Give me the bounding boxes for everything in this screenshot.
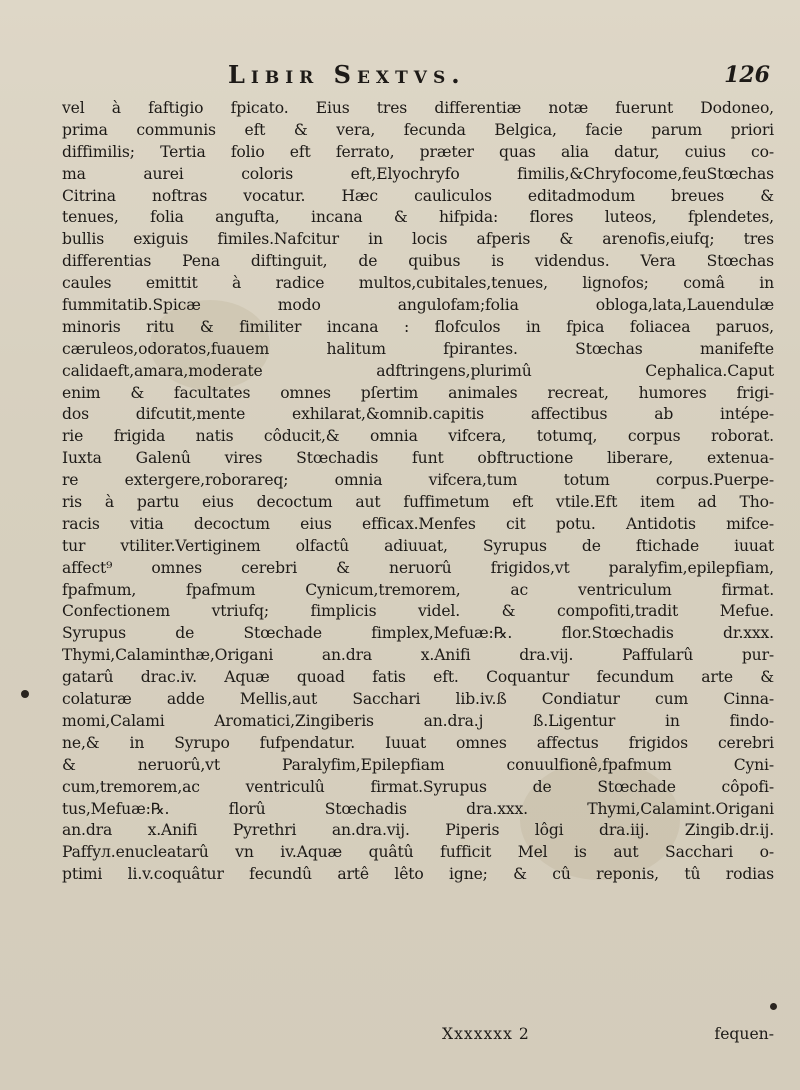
text-line: vel à faftigio fpicato. Eius tres differentiæ notæ fuerunt Dodoneo, <box>62 99 774 117</box>
text-line: calidaeft,amara,moderate adftringens,plurimû Cephalica.Caput <box>62 361 774 380</box>
text-line: differentias Pena diftinguit, de quibus is videndus. Vera Stœchas <box>62 252 774 271</box>
text-line: cæruleos,odoratos,fuauem halitum fpirantes. Stœchas manifefte <box>62 339 774 358</box>
text-line: racis vitia decoctum eius efficax.Menfes cit potu. Antidotis mifce- <box>62 514 774 533</box>
text-line: dos difcutit,mente exhilarat,&omnib.capitis affectibus ab intépe- <box>62 405 774 424</box>
text-line: tus,Mefuæ:℞. florû Stœchadis dra.xxx. Thymi,Calamint.Origani <box>62 799 774 818</box>
text-line: ma aurei coloris eft,Elyochryfo fimilis,&Chryfocome,feuStœchas <box>62 164 774 183</box>
running-head: Libir Sextvs. <box>228 60 466 89</box>
text-line: ne,& in Syrupo fufpendatur. Iuuat omnes affectus frigidos cerebri <box>62 733 774 752</box>
page-footer <box>62 1025 774 1049</box>
page-number: 126 <box>724 62 770 88</box>
text-line: affect⁹ omnes cerebri & neruorû frigidos,vt paralyfim,epilepfiam, <box>62 558 774 577</box>
text-line: Syrupus de Stœchade fimplex,Mefuæ:℞. flor.Stœchadis dr.xxx. <box>62 624 774 643</box>
text-line: diffimilis; Tertia folio eft ferrato, præter quas alia datur, cuius co- <box>62 142 774 161</box>
text-line: gatarû drac.iv. Aquæ quoad fatis eft. Coquantur fecundum arte & <box>62 668 774 687</box>
text-line: Citrina noftras vocatur. Hæc cauliculos editadmodum breues & <box>62 186 774 205</box>
text-line: prima communis eft & vera, fecunda Belgica, facie parum priori <box>62 120 774 139</box>
ink-spot <box>21 690 29 698</box>
text-line: ptimi li.v.coquâtur fecundû artê lêto igne; & cû reponis, tû rodias <box>62 865 774 884</box>
text-line: Thymi,Calaminthæ,Origani an.dra x.Anifi dra.vij. Paffularû pur- <box>62 646 774 665</box>
text-line: ris à partu eius decoctum aut fuffimetum eft vtile.Eft item ad Tho- <box>62 493 774 512</box>
text-line: tenues, folia angufta, incana & hifpida: flores luteos, fplendetes, <box>62 208 774 227</box>
page-header <box>60 60 770 94</box>
ink-spot <box>770 1003 777 1010</box>
text-line: colaturæ adde Mellis,aut Sacchari lib.iv.ß Condiatur cum Cinna- <box>62 690 774 709</box>
text-line: re extergere,roborareq; omnia vifcera,tum totum corpus.Puerpe- <box>62 471 774 490</box>
text-line: Iuxta Galenû vires Stœchadis funt obftructione liberare, extenua- <box>62 449 774 468</box>
text-line: tur vtiliter.Vertiginem olfactû adiuuat, Syrupus de ftichade iuuat <box>62 536 774 555</box>
text-line: momi,Calami Aromatici,Zingiberis an.dra.j ß.Ligentur in findo- <box>62 711 774 730</box>
text-line: fummitatib.Spicæ modo angulofam;folia obloga,lata,Lauendulæ <box>62 296 774 315</box>
text-line: enim & facultates omnes pſertim animales recreat, humores frigi- <box>62 383 774 402</box>
signature-mark: Xxxxxxx 2 <box>442 1025 530 1043</box>
text-line: Confectionem vtriufq; fimplicis videl. & compofiti,tradit Mefue. <box>62 602 774 621</box>
text-line: & neruorû,vt Paralyfim,Epilepfiam conuulfionê,fpafmum Cyni- <box>62 755 774 774</box>
catchword: fequen- <box>714 1025 774 1043</box>
text-line: rie frigida natis côducit,& omnia vifcera, totumq, corpus roborat. <box>62 427 774 446</box>
text-line: an.dra x.Anifi Pyrethri an.dra.vij. Piperis lôgi dra.iij. Zingib.dr.ij. <box>62 821 774 840</box>
text-line: Paffул.enucleatarû vn iv.Aquæ quâtû fufficit Mel is aut Sacchari o- <box>62 843 774 862</box>
body-text <box>62 98 774 886</box>
text-line: caules emittit à radice multos,cubitales,tenues, lignofos; comâ in <box>62 274 774 293</box>
text-line: cum,tremorem,ac ventriculû firmat.Syrupus de Stœchade côpofi- <box>62 777 774 796</box>
text-line: bullis exiguis fimiles.Nafcitur in locis afperis & arenofis,eiufq; tres <box>62 230 774 249</box>
text-line: minoris ritu & fimiliter incana : flofculos in fpica foliacea paruos, <box>62 317 774 336</box>
text-line: fpafmum, fpafmum Cynicum,tremorem, ac ventriculum firmat. <box>62 580 774 599</box>
